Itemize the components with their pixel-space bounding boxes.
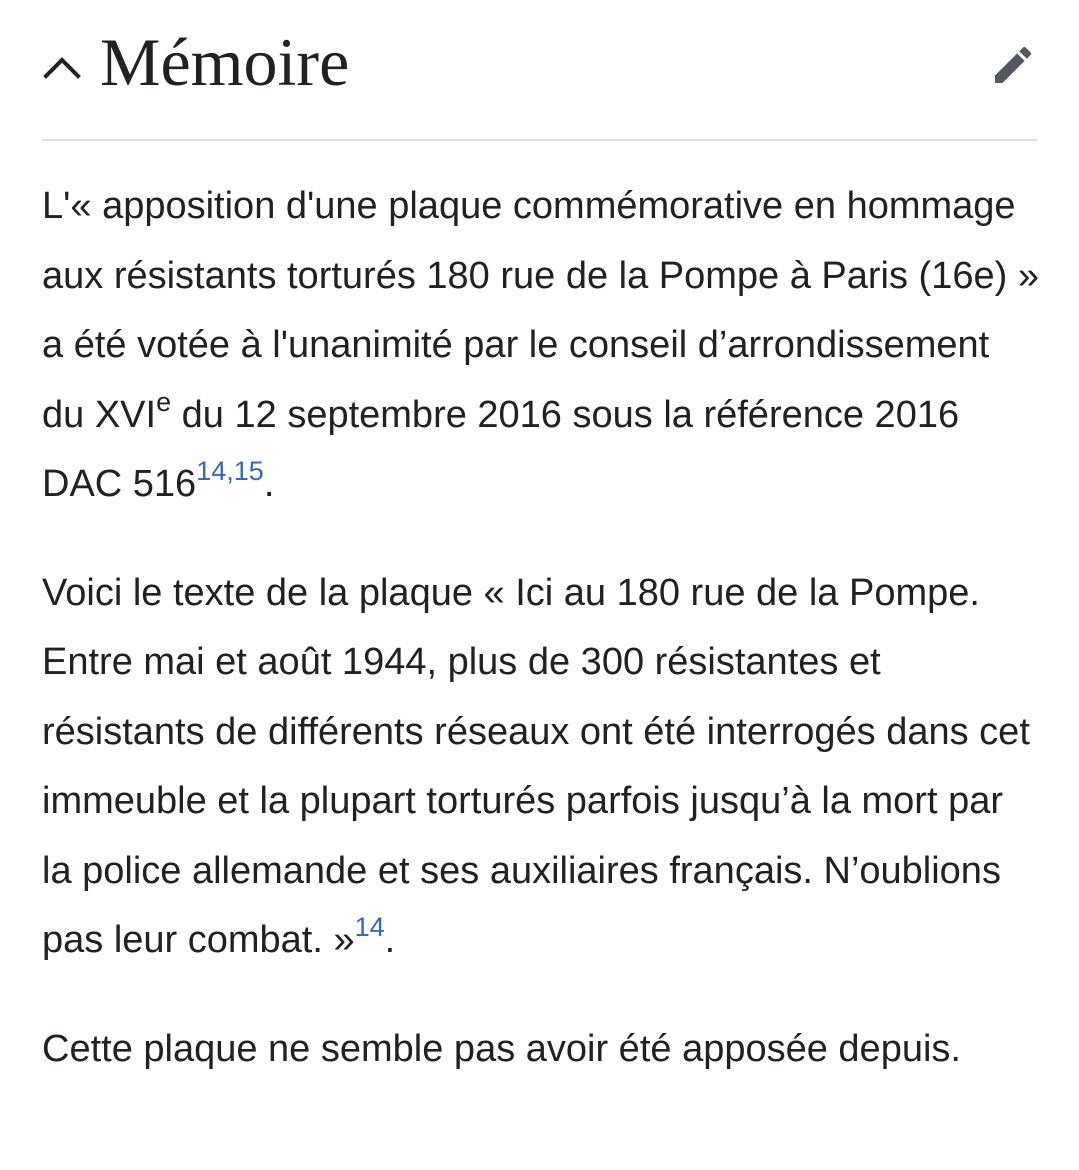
- pencil-icon[interactable]: [989, 41, 1037, 89]
- reference-group: [355, 912, 385, 942]
- paragraph-text: du 12 septembre 2016 sous la référence 2016 DAC 516: [42, 393, 960, 505]
- paragraph-text: L'« apposition d'une plaque commémorative en hommage aux résistants torturés 180 rue de la Pompe à Paris (16e) » a été votée à l'unanimité par le conseil d’arrondissement du XVI: [42, 185, 1039, 436]
- paragraph: [42, 172, 1042, 520]
- paragraph: [42, 1015, 1042, 1085]
- paragraph-text: .: [263, 463, 275, 505]
- reference-separator: ,: [226, 456, 234, 487]
- reference-link-14[interactable]: 14: [196, 456, 227, 487]
- reference-link-14[interactable]: 14: [354, 912, 385, 943]
- paragraph-text: .: [384, 919, 396, 961]
- section-header[interactable]: [42, 0, 1037, 141]
- chevron-up-icon[interactable]: [42, 46, 82, 86]
- section-title: Mémoire: [100, 24, 350, 100]
- section-content: [42, 172, 1042, 1123]
- paragraph-text: Voici le texte de la plaque « Ici au 180 rue de la Pompe. Entre mai et août 1944, plus de 300 résistantes et résistants de différents réseaux ont été interrogés dans cet immeuble et la plupart torturés parfois jusqu’à la mort par la police allemande et ses auxiliaires français. N’oublions pas leur combat. »: [42, 571, 1030, 961]
- paragraph-text: Cette plaque ne semble pas avoir été apposée depuis.: [42, 1027, 961, 1070]
- ordinal-suffix: e: [156, 386, 172, 417]
- paragraph: [42, 559, 1042, 976]
- reference-group: [196, 456, 264, 486]
- reference-link-15[interactable]: 15: [233, 456, 264, 487]
